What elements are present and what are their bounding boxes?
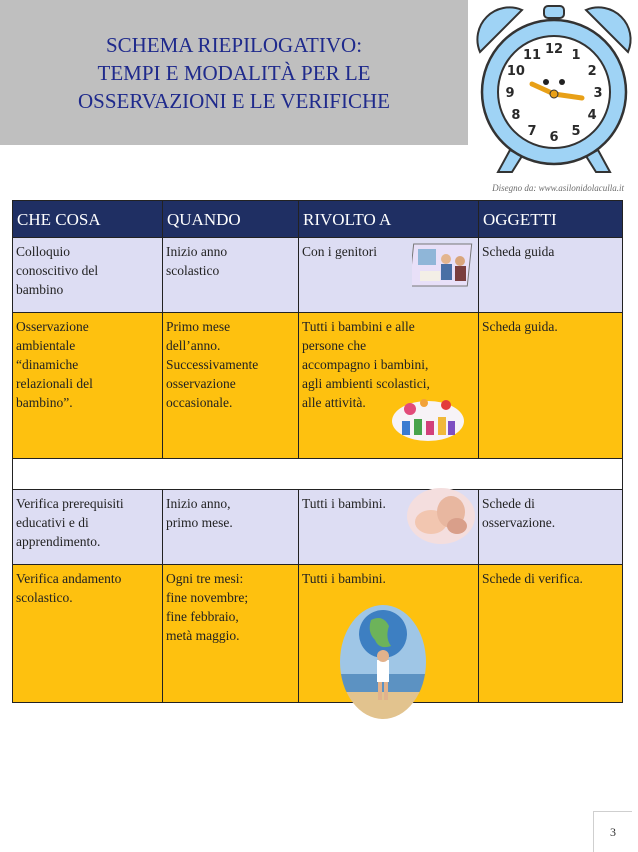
parents-meeting-photo (412, 241, 476, 289)
cell-line: Ogni tre mesi: (166, 571, 244, 586)
cell-oggetti (479, 490, 623, 565)
cell-line: bambino (16, 282, 64, 297)
cell-oggetti (479, 238, 623, 313)
spacer-cell (13, 459, 623, 490)
header-rivolto-a: RIVOLTO A (299, 201, 479, 238)
cell-quando (163, 490, 299, 565)
child-holding-globe-photo (339, 604, 427, 720)
clock-number: 6 (549, 130, 559, 145)
cell-line: conoscitivo del (16, 263, 99, 278)
cell-che-cosa (13, 490, 163, 565)
cell-line: Inizio anno (166, 244, 228, 259)
cell-line: Schede di (482, 496, 535, 511)
cell-line: Con i genitori (302, 244, 377, 259)
table-row (13, 313, 623, 459)
cell-line: “dinamiche (16, 357, 79, 372)
cell-oggetti (479, 565, 623, 703)
header-che-cosa: CHE COSA (13, 201, 163, 238)
table-header-row (13, 201, 623, 238)
clock-number: 11 (522, 47, 542, 63)
cell-line: osservazione (166, 376, 236, 391)
cell-line: primo mese. (166, 515, 233, 530)
cell-line: fine novembre; (166, 590, 249, 605)
clock-number: 12 (544, 42, 564, 57)
cell-line: fine febbraio, (166, 609, 239, 624)
cell-line: agli ambienti scolastici, (302, 376, 430, 391)
cell-line: educativi e di (16, 515, 89, 530)
cell-line: Successivamente (166, 357, 259, 372)
cell-quando (163, 313, 299, 459)
cell-line: Tutti i bambini. (302, 496, 386, 511)
cell-line: Tutti i bambini e alle (302, 319, 415, 334)
cell-line: Scheda guida. (482, 319, 558, 334)
clock-number: 3 (593, 86, 603, 101)
page-number: 3 (593, 811, 632, 852)
clock-number: 5 (571, 124, 581, 140)
cell-line: Verifica prerequisiti (16, 496, 124, 511)
cell-line: occasionale. (166, 395, 233, 410)
image-credit: Disegno da: www.asilonidolaculla.it (492, 183, 624, 193)
title-line-1: SCHEMA RIEPILOGATIVO: (105, 32, 363, 57)
cell-line: Primo mese (166, 319, 231, 334)
child-hands-photo (405, 486, 477, 546)
cell-che-cosa (13, 565, 163, 703)
cell-line: Scheda guida (482, 244, 555, 259)
cell-line: scolastico. (16, 590, 73, 605)
clock-number: 2 (587, 64, 597, 79)
clock-number: 1 (571, 47, 581, 63)
cell-che-cosa (13, 313, 163, 459)
cell-line: apprendimento. (16, 534, 101, 549)
cell-line: bambino”. (16, 395, 73, 410)
header-oggetti: OGGETTI (479, 201, 623, 238)
cell-line: Verifica andamento (16, 571, 122, 586)
cell-line: ambientale (16, 338, 76, 353)
cell-line: dell’anno. (166, 338, 221, 353)
cell-che-cosa (13, 238, 163, 313)
schema-table (12, 200, 623, 703)
children-drawing-image (388, 395, 468, 443)
table-row (13, 238, 623, 313)
cell-line: osservazione. (482, 515, 556, 530)
cell-line: relazionali del (16, 376, 93, 391)
header-quando: QUANDO (163, 201, 299, 238)
title-line-3: OSSERVAZIONI E LE VERIFICHE (78, 88, 390, 113)
clock-number: 4 (587, 108, 597, 123)
cell-quando (163, 238, 299, 313)
clock-number: 10 (506, 64, 525, 79)
clock-number: 8 (511, 108, 521, 123)
cell-line: alle attività. (302, 395, 366, 410)
clock-number: 7 (527, 124, 537, 140)
title-box (0, 0, 468, 145)
spacer-row (13, 459, 623, 490)
clock-number: 9 (505, 86, 515, 101)
alarm-clock-illustration (470, 0, 638, 182)
table-row (13, 490, 623, 565)
cell-line: Colloquio (16, 244, 71, 259)
cell-line: scolastico (166, 263, 220, 278)
cell-line: Schede di verifica. (482, 571, 583, 586)
title-line-2: TEMPI E MODALITÀ PER LE (97, 60, 371, 85)
cell-quando (163, 565, 299, 703)
cell-line: persone che (302, 338, 367, 353)
cell-line: accompagno i bambini, (302, 357, 429, 372)
cell-line: Inizio anno, (166, 496, 231, 511)
cell-oggetti (479, 313, 623, 459)
cell-line: Osservazione (16, 319, 89, 334)
cell-line: metà maggio. (166, 628, 240, 643)
cell-line: Tutti i bambini. (302, 571, 386, 586)
table-row (13, 565, 623, 703)
